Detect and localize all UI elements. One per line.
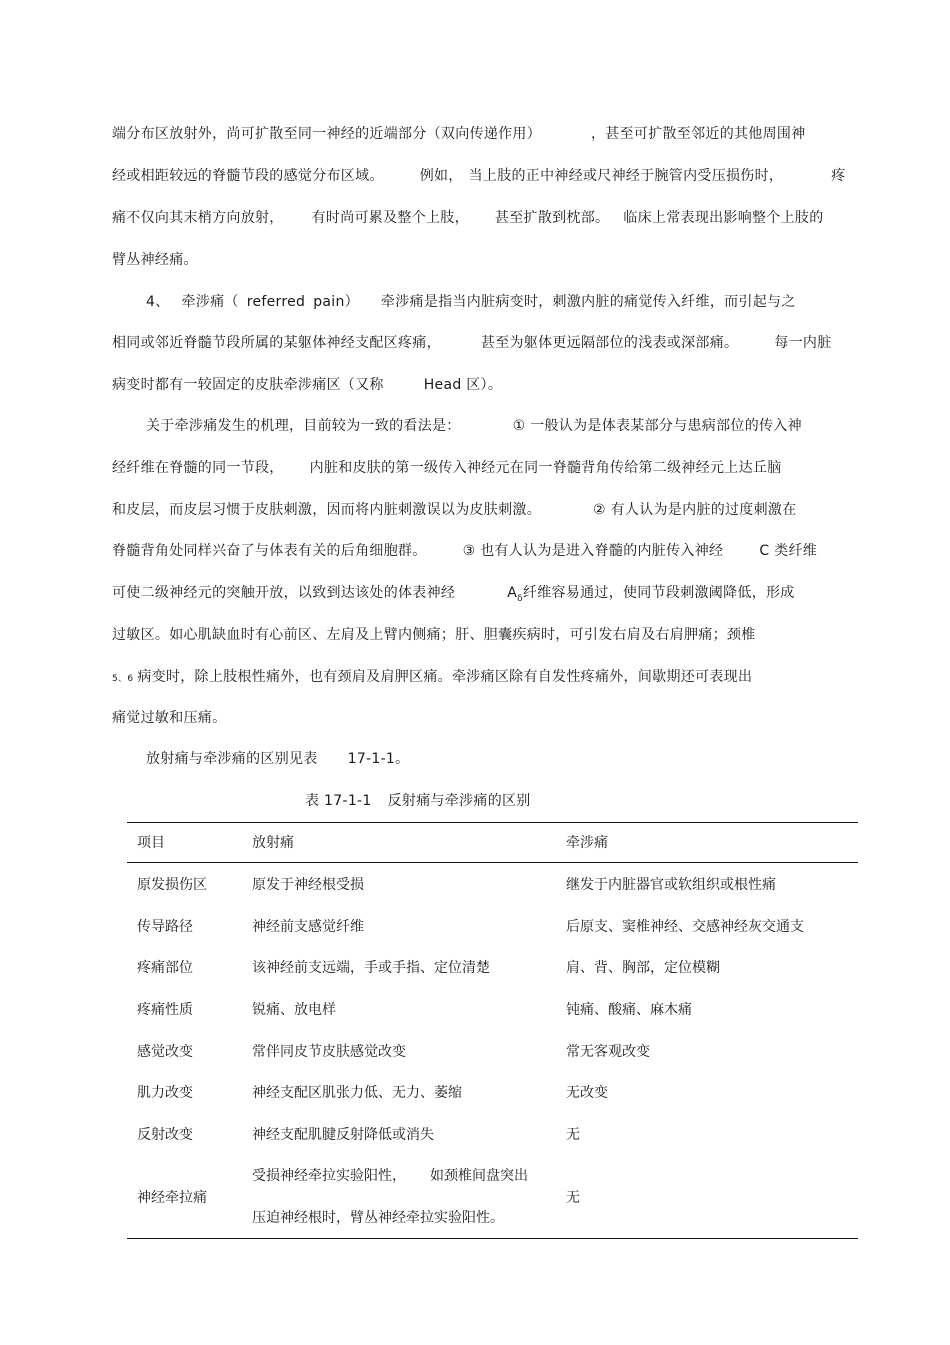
caption-title: 反射痛与牵涉痛的区别 [387,793,531,809]
text-segment: 如颈椎间盘突出 [430,1168,528,1184]
table-cell: 肌力改变 [137,1085,193,1101]
table-cell: 疼痛性质 [137,1002,193,1018]
table-cell: 神经牵拉痛 [137,1190,207,1206]
text-line [112,541,817,561]
text-segment: ，甚至可扩散至邻近的其他周围神 [591,126,806,142]
text-segment: 端分布区放射外，尚可扩散至同一神经的近端部分（双向传递作用） [112,126,541,142]
text-segment: 临床上常表现出影响整个上肢的 [623,210,824,226]
text-segment: 当上肢的正中神经或尺神经于腕管内受压损伤时， [468,168,784,184]
text-segment: 痛不仅向其末梢方向放射， [112,210,284,226]
text-segment: 每一内脏 [774,335,832,351]
text-segment: A [507,585,518,601]
text-line [112,625,756,645]
text-segment: 例如， [419,168,463,184]
text-segment: ③ 也有人认为是进入脊髓的内脏传入神经 [462,543,724,559]
text-segment: 关于牵涉痛发生的机理，目前较为一致的看法是： [146,418,461,434]
table-cell: 无 [566,1190,580,1206]
text-segment: 经或相距较远的脊髓节段的感觉分布区域。 [112,168,384,184]
text-line [112,166,846,186]
text-segment: 可使二级神经元的突触开放，以致到达该处的体表神经 [112,585,456,601]
text-segment: 臂丛神经痛。 [112,252,198,268]
text-line [146,292,796,312]
caption-number: 表 17-1-1 [305,793,372,809]
header-cell: 牵涉痛 [566,835,608,851]
table-cell: 常无客观改变 [566,1044,650,1060]
table-cell: 继发于内脏器官或软组织或根性痛 [566,877,776,893]
table-cell [252,1166,528,1186]
text-line [146,416,802,436]
text-line [112,500,797,520]
text-segment: 纤维容易通过，使同节段刺激阈降低，形成 [522,585,795,601]
text-segment: 有时尚可累及整个上肢， [311,210,469,226]
text-segment: 病变时都有一较固定的皮肤牵涉痛区（又称 [112,377,384,393]
table-cell: 反射改变 [137,1127,193,1143]
text-segment: 甚至为躯体更远隔部位的浅表或深部痛。 [480,335,739,351]
table-cell: 后原支、窦椎神经、交感神经灰交通支 [566,919,804,935]
text-segment: 脊髓背角处同样兴奋了与体表有关的后角细胞群。 [112,543,427,559]
text-segment: pain） [313,294,359,310]
table-cell: 疼痛部位 [137,960,193,976]
text-segment: 相同或邻近脊髓节段所属的某躯体神经支配区疼痛， [112,335,441,351]
table-top-rule [127,822,858,823]
text-segment: 受损神经牵拉实验阳性， [252,1168,406,1184]
text-segment: 放射痛与牵涉痛的区别见表 [146,751,318,767]
text-segment: referred [246,294,306,310]
table-header-rule [127,862,858,863]
text-segment: 和皮层，而皮层习惯于皮肤刺激，因而将内脏刺激误以为皮肤刺激。 [112,502,541,518]
text-segment: ① 一般认为是体表某部分与患病部位的传入神 [512,418,802,434]
text-segment: 经纤维在脊髓的同一节段， [112,460,284,476]
text-segment: 甚至扩散到枕部。 [494,210,610,226]
text-line [112,458,782,478]
text-segment: 病变时，除上肢根性痛外，也有颈肩及肩胛区痛。牵涉痛区除有自发性疼痛外，间歇期还可表现出 [137,669,753,685]
header-cell: 放射痛 [252,835,294,851]
text-segment: 17-1-1。 [347,751,410,767]
text-segment: 4、 [146,294,170,310]
table-cell: 神经支配肌腱反射降低或消失 [252,1127,434,1143]
table-cell: 感觉改变 [137,1044,193,1060]
table-cell: 该神经前支远端，手或手指、定位清楚 [252,960,490,976]
text-line [112,667,752,689]
table-caption [305,791,531,811]
table-cell: 钝痛、酸痛、麻木痛 [566,1002,692,1018]
text-segment: Head 区）。 [423,377,503,393]
text-line [112,208,824,228]
text-line [112,250,198,270]
table-cell: 无改变 [566,1085,608,1101]
text-line [112,333,832,353]
text-segment: 疼 [831,168,846,184]
text-segment: C 类纤维 [759,543,818,559]
text-segment: 内脏和皮肤的第一级传入神经元在同一脊髓背角传给第二级神经元上达丘脑 [309,460,782,476]
text-line [112,375,502,395]
table-cell: 肩、背、胸部，定位模糊 [566,960,720,976]
text-line [112,708,226,728]
text-segment: 牵涉痛（ [181,294,239,310]
text-segment: 痛觉过敏和压痛。 [112,710,227,726]
header-cell: 项目 [137,835,165,851]
table-cell: 神经支配区肌张力低、无力、萎缩 [252,1085,462,1101]
text-segment: 过敏区。如心肌缺血时有心前区、左肩及上臂内侧痛；肝、胆囊疾病时，可引发右肩及右肩胛痛；颈椎 [112,627,756,643]
table-bottom-rule [127,1238,858,1239]
text-line [146,749,409,769]
table-cell: 原发损伤区 [137,877,207,893]
table-cell: 无 [566,1127,580,1143]
table-cell: 常伴同皮节皮肤感觉改变 [252,1044,406,1060]
table-cell: 原发于神经根受损 [252,877,364,893]
text-segment: ② 有人认为是内脏的过度刺激在 [593,502,797,518]
text-line [112,124,806,144]
subscript-delta: δ [517,594,523,604]
table-cell: 锐痛、放电样 [252,1002,336,1018]
table-cell: 神经前支感觉纤维 [252,919,364,935]
text-segment: 牵涉痛是指当内脏病变时，刺激内脏的痛觉传入纤维，而引起与之 [380,294,796,310]
table-cell: 传导路径 [137,919,193,935]
vertebra-label: 5、6 [112,674,134,684]
table-cell: 压迫神经根时，臂丛神经牵拉实验阳性。 [252,1210,504,1226]
text-line [112,583,795,609]
